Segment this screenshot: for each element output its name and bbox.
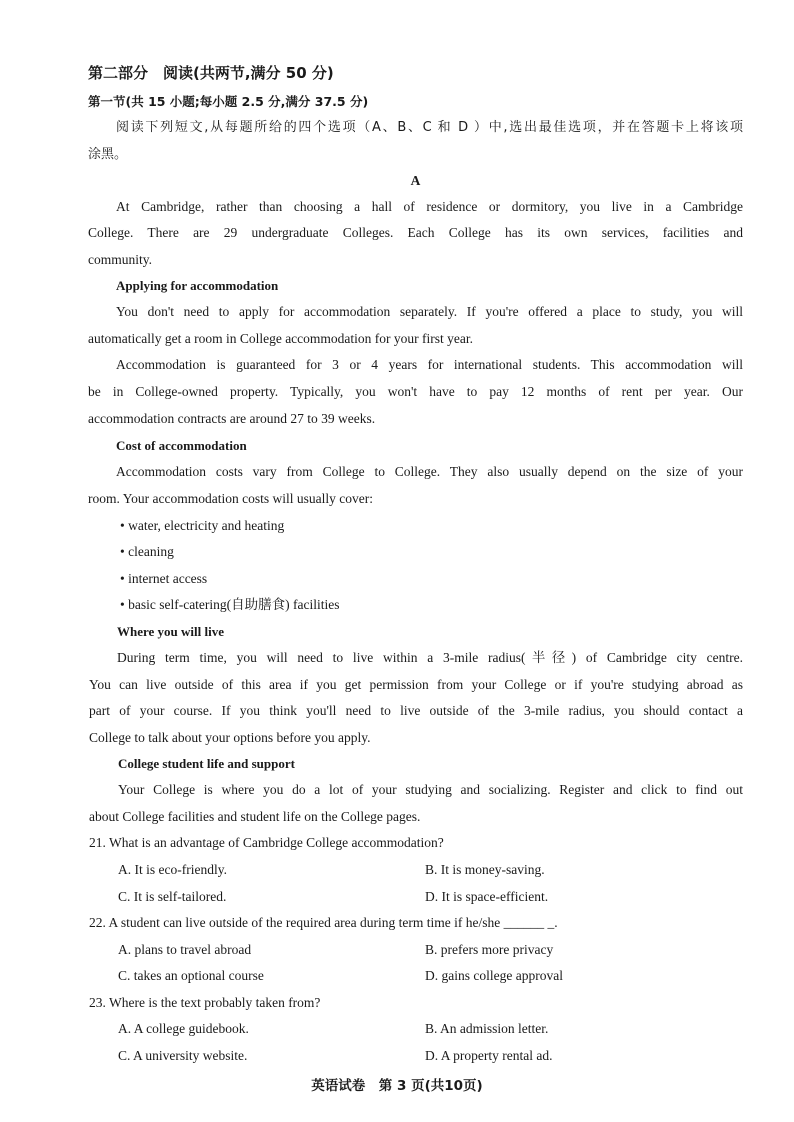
bullet-item: • basic self-catering(自助膳食) facilities: [120, 597, 340, 612]
question-stem: 23. Where is the text probably taken from?: [89, 995, 321, 1010]
passage-label: A: [410, 173, 421, 188]
option-b: B. prefers more privacy: [425, 942, 554, 957]
page-footer: 英语试卷 第 3 页(共10页): [311, 1078, 483, 1094]
paragraph-line: room. Your accommodation costs will usually cover:: [88, 491, 373, 506]
option-b: B. It is money-saving.: [425, 862, 545, 877]
question-stem: 21. What is an advantage of Cambridge College accommodation?: [89, 835, 444, 850]
paragraph-line: You don't need to apply for accommodation separately. If you're offered a place to study, you will: [116, 304, 743, 319]
option-a: A. plans to travel abroad: [118, 942, 252, 957]
option-a: A. A college guidebook.: [118, 1021, 249, 1036]
paragraph-line: automatically get a room in College accommodation for your first year.: [88, 331, 474, 346]
paragraph-line: At Cambridge, rather than choosing a hall of residence or dormitory, you live in a Cambridge: [116, 199, 743, 214]
question-stem: 22. A student can live outside of the required area during term time if he/she ______ _.: [89, 915, 558, 930]
paragraph-line: You can live outside of this area if you get permission from your College or if you're studying abroad as: [89, 677, 743, 692]
paragraph-line: Accommodation costs vary from College to College. They also usually depend on the size of your: [116, 464, 743, 479]
subheading-cost: Cost of accommodation: [116, 438, 247, 453]
instruction-line: 阅读下列短文,从每题所给的四个选项（A、B、C 和 D ）中,选出最佳选项，并在答题卡上将该项: [116, 120, 743, 135]
paragraph-line: about College facilities and student life on the College pages.: [89, 809, 421, 824]
bullet-item: • cleaning: [120, 544, 174, 559]
section-title: 第二部分 阅读(共两节,满分 50 分): [88, 64, 334, 82]
option-c: C. It is self-tailored.: [118, 889, 227, 904]
option-a: A. It is eco-friendly.: [118, 862, 227, 877]
paragraph-line: be in College-owned property. Typically, you won't have to pay 12 months of rent per year. Our: [88, 384, 743, 399]
option-c: C. takes an optional course: [118, 968, 264, 983]
subheading-applying: Applying for accommodation: [116, 278, 279, 293]
sub-section-title: 第一节(共 15 小题;每小题 2.5 分,满分 37.5 分): [88, 94, 369, 109]
bullet-item: • water, electricity and heating: [120, 518, 285, 533]
option-d: D. gains college approval: [425, 968, 563, 983]
option-c: C. A university website.: [118, 1048, 248, 1063]
paragraph-line: College to talk about your options before you apply.: [89, 730, 371, 745]
subheading-where: Where you will live: [117, 624, 225, 639]
paragraph-line: During term time, you will need to live within a 3-mile radius(半径) of Cambridge city centre.: [117, 650, 743, 665]
subheading-college-life: College student life and support: [118, 756, 295, 771]
option-b: B. An admission letter.: [425, 1021, 549, 1036]
paragraph-line: Accommodation is guaranteed for 3 or 4 years for international students. This accommodation will: [116, 357, 743, 372]
paragraph-line: part of your course. If you think you'll need to live outside of the 3-mile radius, you should contact a: [89, 703, 743, 718]
bullet-item: • internet access: [120, 571, 208, 586]
instruction-line: 涂黑。: [88, 147, 128, 162]
paragraph-line: accommodation contracts are around 27 to 39 weeks.: [88, 411, 376, 426]
paragraph-line: community.: [88, 252, 152, 267]
option-d: D. A property rental ad.: [425, 1048, 553, 1063]
paragraph-line: College. There are 29 undergraduate Colleges. Each College has its own services, facilities and: [88, 225, 743, 240]
paragraph-line: Your College is where you do a lot of your studying and socializing. Register and click to find out: [118, 782, 743, 797]
option-d: D. It is space-efficient.: [425, 889, 549, 904]
